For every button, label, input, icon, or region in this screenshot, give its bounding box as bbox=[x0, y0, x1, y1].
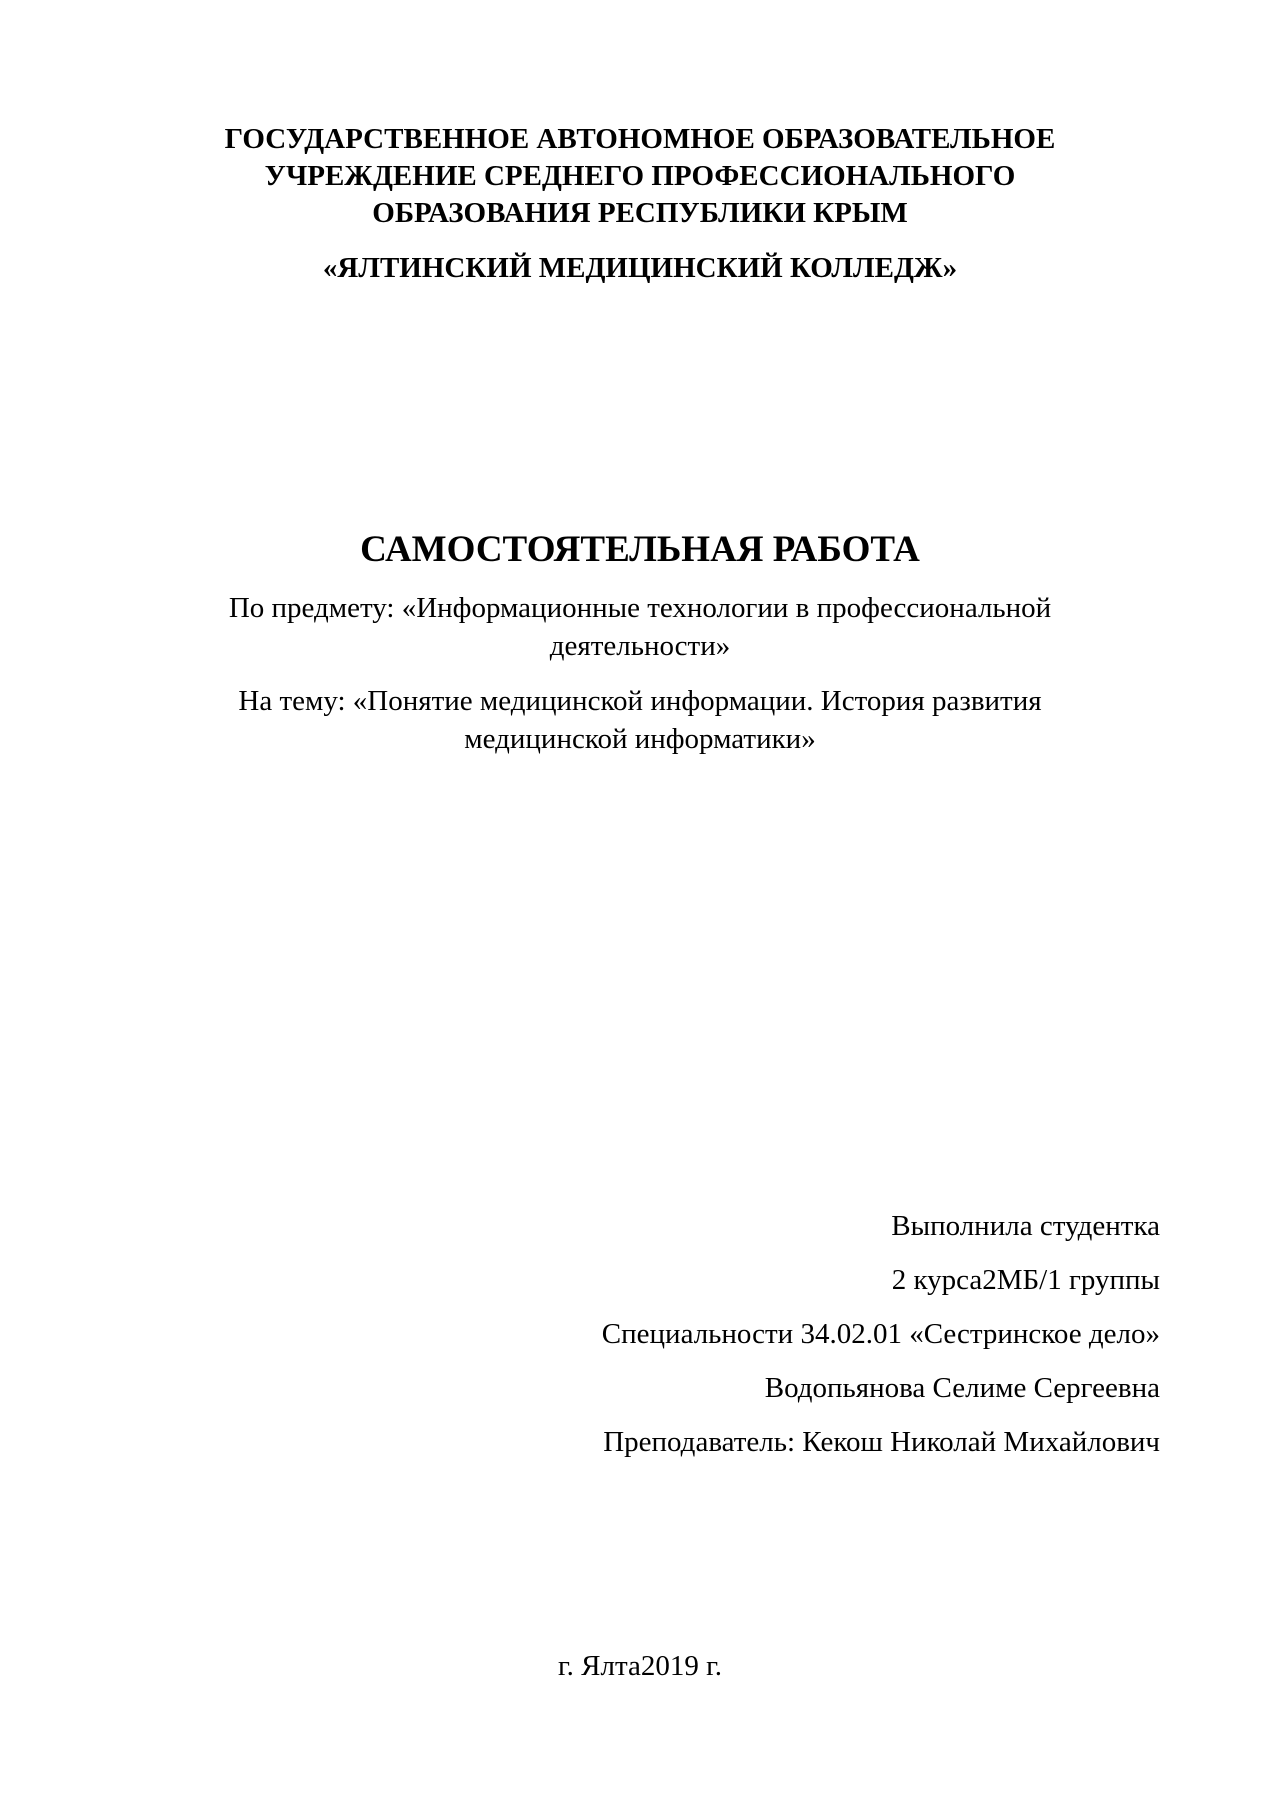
subject-text bbox=[190, 589, 1090, 665]
college-name: «ЯЛТИНСКИЙ МЕДИЦИНСКИЙ КОЛЛЕДЖ» bbox=[322, 252, 958, 284]
topic-text bbox=[190, 682, 1090, 758]
institution-line-3: ОБРАЗОВАНИЯ РЕСПУБЛИКИ КРЫМ bbox=[372, 197, 908, 229]
institution-line-1: ГОСУДАРСТВЕННОЕ АВТОНОМНОЕ ОБРАЗОВАТЕЛЬНОЕ bbox=[224, 123, 1056, 155]
author-block bbox=[602, 1208, 1160, 1478]
topic-line-2: медицинской информатики» bbox=[464, 723, 816, 755]
course-group: 2 курса2МБ/1 группы bbox=[891, 1264, 1160, 1296]
city-year: г. Ялта2019 г. bbox=[558, 1650, 722, 1682]
student-name: Водопьянова Селиме Сергеевна bbox=[764, 1372, 1160, 1404]
teacher-name: Преподаватель: Кекош Николай Михайлович bbox=[603, 1426, 1160, 1458]
specialty: Специальности 34.02.01 «Сестринское дело» bbox=[601, 1318, 1160, 1350]
institution-header bbox=[190, 121, 1090, 232]
subject-line-1: По предмету: «Информационные технологии в профессиональной bbox=[228, 592, 1052, 624]
document-title: САМОСТОЯТЕЛЬНАЯ РАБОТА bbox=[360, 529, 920, 570]
institution-line-2: УЧРЕЖДЕНИЕ СРЕДНЕГО ПРОФЕССИОНАЛЬНОГО bbox=[264, 160, 1016, 192]
completed-by: Выполнила студентка bbox=[891, 1210, 1160, 1242]
subject-line-2: деятельности» bbox=[549, 630, 731, 662]
topic-line-1: На тему: «Понятие медицинской информации. История развития bbox=[238, 685, 1042, 717]
